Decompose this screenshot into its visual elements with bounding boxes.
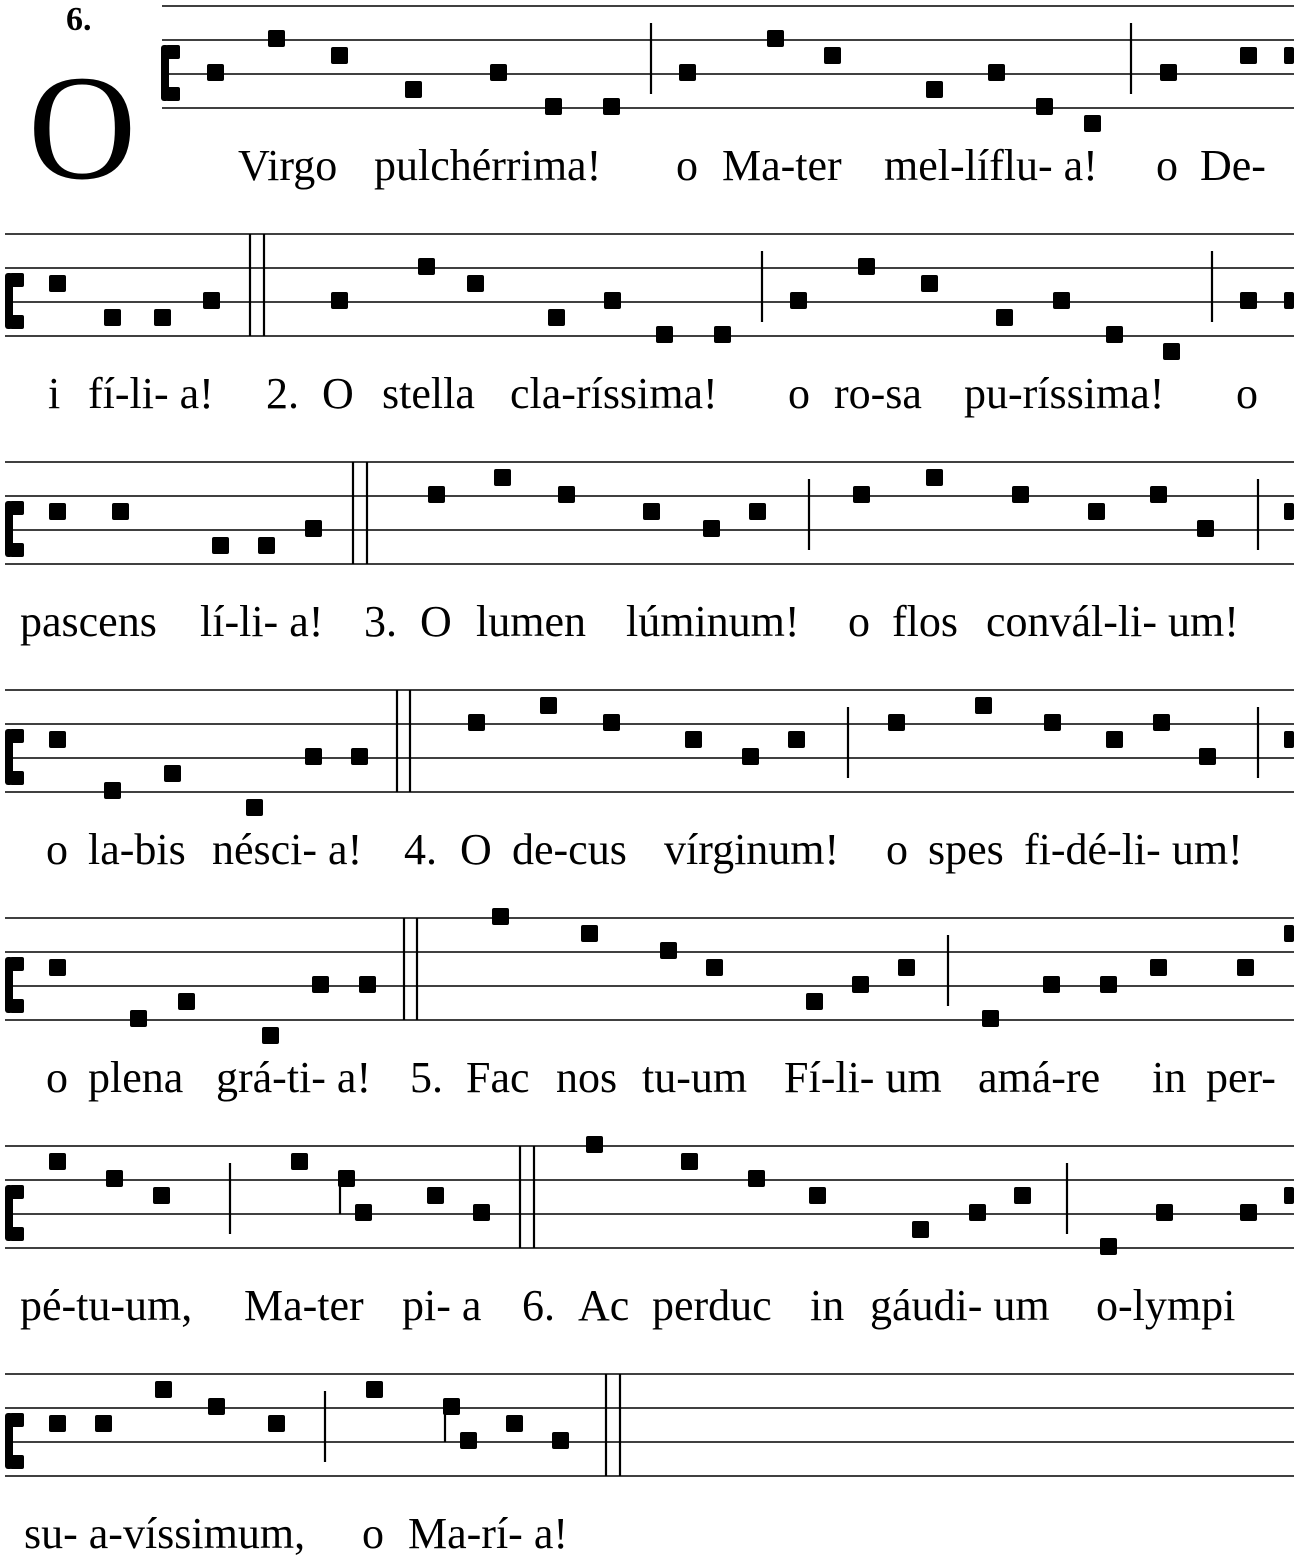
note — [926, 469, 943, 486]
syllable: fi-dé-li- um! — [1024, 825, 1243, 874]
note — [586, 1136, 603, 1153]
syllable: la-bis — [88, 825, 186, 874]
staff-lines — [5, 1146, 1294, 1248]
neumes — [49, 908, 1294, 1044]
syllable: O — [420, 597, 452, 646]
syllable: pascens — [20, 597, 157, 646]
custos — [1284, 925, 1294, 942]
note — [1240, 1204, 1257, 1221]
neumes — [49, 1136, 1294, 1255]
note — [1197, 520, 1214, 537]
lyrics-line-1 — [238, 141, 1266, 190]
note — [748, 1170, 765, 1187]
syllable: Ac — [578, 1281, 630, 1330]
note — [246, 799, 263, 816]
note — [1043, 976, 1060, 993]
staff-system-1 — [161, 6, 1294, 190]
staff-lines — [5, 918, 1294, 1020]
syllable: flos — [892, 597, 958, 646]
note — [656, 326, 673, 343]
note — [982, 1010, 999, 1027]
syllable: 5. — [410, 1053, 443, 1102]
note — [351, 748, 368, 765]
note — [685, 731, 702, 748]
note — [212, 537, 229, 554]
custos — [1284, 503, 1294, 520]
neumes — [49, 258, 1294, 360]
syllable: nos — [556, 1053, 618, 1102]
syllable: o-lympi — [1096, 1281, 1236, 1330]
note — [490, 64, 507, 81]
syllable: o — [1156, 141, 1178, 190]
syllable: Ma-ter — [244, 1281, 364, 1330]
note — [203, 292, 220, 309]
syllable: o — [788, 369, 810, 418]
neumes — [49, 469, 1294, 554]
note — [49, 275, 66, 292]
note — [926, 81, 943, 98]
lyrics-line-6 — [20, 1281, 1235, 1330]
note — [921, 275, 938, 292]
c-clef-icon — [5, 273, 24, 329]
c-clef-icon — [5, 957, 24, 1013]
bar-lines — [230, 1146, 1067, 1248]
syllable: o — [1236, 369, 1258, 418]
note — [467, 275, 484, 292]
note — [460, 1432, 477, 1449]
note — [975, 697, 992, 714]
c-clef-icon — [5, 729, 24, 785]
note — [1199, 748, 1216, 765]
syllable: fí-li- a! — [88, 369, 214, 418]
note — [1240, 47, 1257, 64]
note — [153, 1187, 170, 1204]
note — [912, 1221, 929, 1238]
syllable: 4. — [404, 825, 437, 874]
note — [130, 1010, 147, 1027]
syllable: convál-li- um! — [986, 597, 1239, 646]
c-clef-icon — [5, 1413, 24, 1469]
note — [49, 1415, 66, 1432]
note — [1084, 115, 1101, 132]
note — [603, 98, 620, 115]
staff-system-5 — [5, 908, 1294, 1102]
syllable: o — [886, 825, 908, 874]
syllable: o — [848, 597, 870, 646]
note — [643, 503, 660, 520]
note — [178, 993, 195, 1010]
custos — [1284, 292, 1294, 309]
note — [208, 1398, 225, 1415]
note — [852, 976, 869, 993]
note — [1088, 503, 1105, 520]
syllable: lí-li- a! — [200, 597, 324, 646]
note — [359, 976, 376, 993]
syllable: nésci- a! — [212, 825, 363, 874]
initial-letter: O — [28, 45, 137, 211]
note — [104, 309, 121, 326]
note — [824, 47, 841, 64]
syllable: lúminum! — [626, 597, 800, 646]
note — [164, 765, 181, 782]
staff-system-3 — [5, 462, 1294, 646]
note — [112, 503, 129, 520]
syllable: grá-ti- a! — [216, 1053, 372, 1102]
note — [540, 697, 557, 714]
note — [888, 714, 905, 731]
note — [506, 1415, 523, 1432]
staff-system-2 — [5, 234, 1294, 418]
note — [207, 64, 224, 81]
staff-system-6 — [5, 1136, 1294, 1330]
note — [49, 1153, 66, 1170]
note — [418, 258, 435, 275]
note — [268, 30, 285, 47]
note — [806, 993, 823, 1010]
c-clef-icon — [5, 1185, 24, 1241]
note — [603, 714, 620, 731]
note — [106, 1170, 123, 1187]
note — [742, 748, 759, 765]
syllable: de-cus — [512, 825, 627, 874]
lyrics-line-7 — [24, 1509, 568, 1558]
note — [1240, 292, 1257, 309]
syllable: pulchérrima! — [374, 141, 602, 190]
syllable: gáudi- um — [870, 1281, 1050, 1330]
c-clef-icon — [161, 45, 180, 101]
note — [898, 959, 915, 976]
syllable: pi- a — [402, 1281, 482, 1330]
syllable: 6. — [522, 1281, 555, 1330]
syllable: spes — [928, 825, 1004, 874]
note — [494, 469, 511, 486]
note — [552, 1432, 569, 1449]
bar-lines — [397, 690, 1258, 792]
note — [262, 1027, 279, 1044]
note — [154, 309, 171, 326]
note — [49, 731, 66, 748]
syllable: O — [460, 825, 492, 874]
syllable: Ma-ter — [722, 141, 842, 190]
bar-lines — [250, 234, 1212, 336]
note — [548, 309, 565, 326]
note — [331, 47, 348, 64]
note — [268, 1415, 285, 1432]
note — [996, 309, 1013, 326]
note — [790, 292, 807, 309]
note — [1150, 959, 1167, 976]
note — [104, 782, 121, 799]
syllable: in — [810, 1281, 845, 1330]
note — [1153, 714, 1170, 731]
note — [1237, 959, 1254, 976]
note — [660, 942, 677, 959]
syllable: De- — [1200, 141, 1266, 190]
note — [581, 925, 598, 942]
note — [305, 520, 322, 537]
syllable: o — [676, 141, 698, 190]
note — [681, 1153, 698, 1170]
lyrics-line-3 — [20, 597, 1239, 646]
note — [1036, 98, 1053, 115]
note — [1014, 1187, 1031, 1204]
note — [405, 81, 422, 98]
custos — [1284, 1187, 1294, 1204]
note — [1150, 486, 1167, 503]
bar-lines — [651, 23, 1131, 94]
note — [703, 520, 720, 537]
syllable: o — [46, 1053, 68, 1102]
note — [155, 1381, 172, 1398]
staff-lines — [5, 1374, 1294, 1476]
note — [291, 1153, 308, 1170]
note — [366, 1381, 383, 1398]
note — [558, 486, 575, 503]
syllable: per- — [1206, 1053, 1276, 1102]
note — [427, 1187, 444, 1204]
note — [331, 292, 348, 309]
note — [1106, 731, 1123, 748]
lyrics-line-2 — [48, 369, 1258, 418]
custos — [1284, 47, 1294, 64]
lyrics-line-5 — [46, 1053, 1276, 1102]
note — [679, 64, 696, 81]
syllable: 2. — [266, 369, 299, 418]
syllable: in — [1152, 1053, 1187, 1102]
note — [1160, 64, 1177, 81]
syllable: cla-ríssima! — [510, 369, 718, 418]
note — [1053, 292, 1070, 309]
syllable: vírginum! — [664, 825, 840, 874]
syllable: o — [362, 1509, 384, 1558]
syllable: tu-um — [642, 1053, 748, 1102]
note — [468, 714, 485, 731]
staff-system-7 — [5, 1374, 1294, 1558]
custos — [1284, 731, 1294, 748]
syllable: Virgo — [238, 141, 338, 190]
neumes — [49, 697, 1294, 816]
note — [428, 486, 445, 503]
syllable: perduc — [652, 1281, 772, 1330]
syllable: Fac — [466, 1053, 530, 1102]
syllable: su- a-víssimum, — [24, 1509, 306, 1558]
syllable: O — [322, 369, 354, 418]
bar-lines — [404, 918, 948, 1020]
bar-lines — [353, 462, 1258, 564]
syllable: i — [48, 369, 61, 418]
note — [1044, 714, 1061, 731]
note — [853, 486, 870, 503]
note — [95, 1415, 112, 1432]
note — [1156, 1204, 1173, 1221]
note — [1100, 1238, 1117, 1255]
note — [767, 30, 784, 47]
syllable: ro-sa — [834, 369, 922, 418]
lyrics-line-4 — [46, 825, 1243, 874]
note — [305, 748, 322, 765]
syllable: o — [46, 825, 68, 874]
syllable: mel-líflu- a! — [884, 141, 1098, 190]
syllable: Fí-li- um — [784, 1053, 942, 1102]
chant-number: 6. — [66, 1, 92, 38]
note — [49, 959, 66, 976]
note — [749, 503, 766, 520]
note — [1106, 326, 1123, 343]
note — [258, 537, 275, 554]
note — [49, 503, 66, 520]
syllable: pé-tu-um, — [20, 1281, 193, 1330]
note — [355, 1204, 372, 1221]
note — [1163, 343, 1180, 360]
note — [788, 731, 805, 748]
syllable: pu-ríssima! — [964, 369, 1165, 418]
note — [545, 98, 562, 115]
note — [1012, 486, 1029, 503]
syllable: plena — [88, 1053, 184, 1102]
syllable: 3. — [364, 597, 397, 646]
syllable: stella — [382, 369, 475, 418]
syllable: Ma-rí- a! — [408, 1509, 569, 1558]
syllable: lumen — [476, 597, 586, 646]
staff-lines — [5, 690, 1294, 792]
note — [312, 976, 329, 993]
c-clef-icon — [5, 501, 24, 557]
staff-lines — [5, 234, 1294, 336]
note — [1100, 976, 1117, 993]
note — [858, 258, 875, 275]
note — [969, 1204, 986, 1221]
note — [492, 908, 509, 925]
staff-system-4 — [5, 690, 1294, 874]
note — [988, 64, 1005, 81]
neumes — [49, 1381, 569, 1449]
note — [714, 326, 731, 343]
note — [809, 1187, 826, 1204]
note — [473, 1204, 490, 1221]
note — [604, 292, 621, 309]
note — [706, 959, 723, 976]
syllable: amá-re — [978, 1053, 1101, 1102]
